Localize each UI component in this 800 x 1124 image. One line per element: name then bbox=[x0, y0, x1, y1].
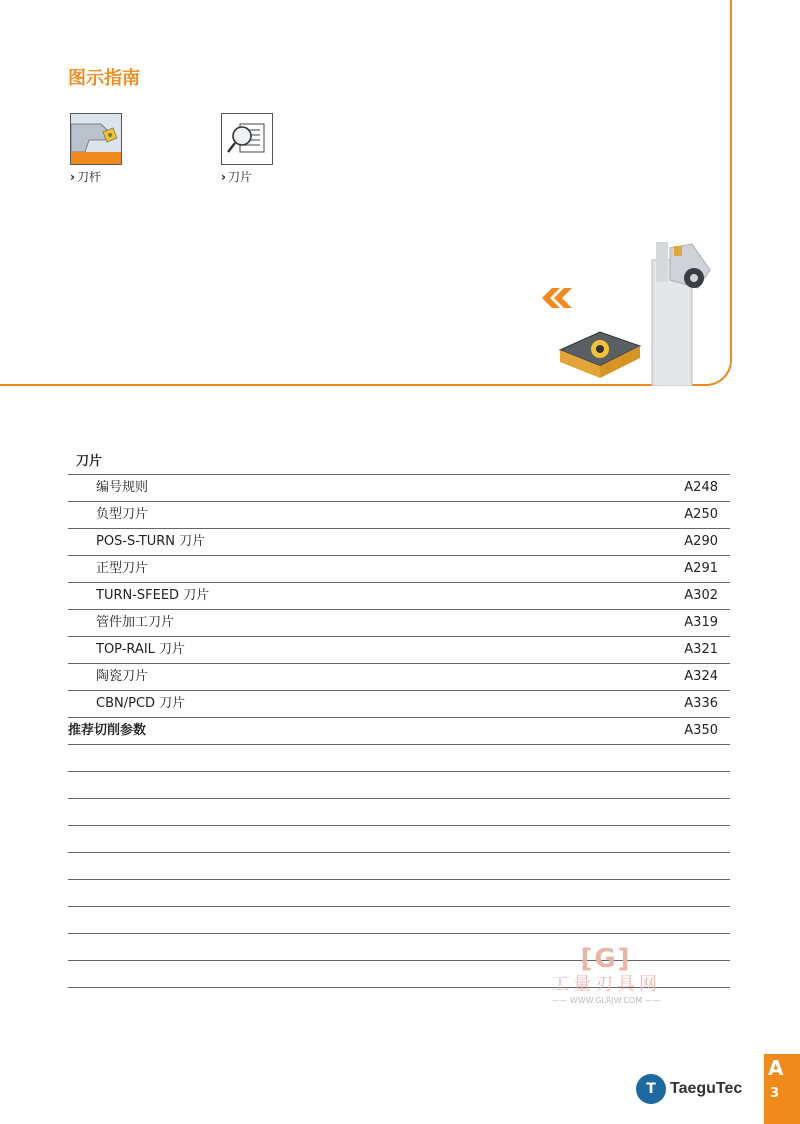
blank-line bbox=[68, 745, 730, 772]
chevron-right-icon: › bbox=[221, 170, 226, 184]
brand-logo bbox=[636, 1074, 742, 1104]
toc-row[interactable]: 陶瓷刀片 A324 bbox=[68, 664, 730, 691]
taegutec-logo-icon: T bbox=[636, 1074, 666, 1104]
watermark-name: 工量刃具网 bbox=[551, 974, 661, 995]
toc-row[interactable]: TURN-SFEED 刀片 A302 bbox=[68, 583, 730, 610]
blank-line bbox=[68, 826, 730, 853]
guide-title: 图示指南 bbox=[68, 68, 140, 89]
toolholder-icon bbox=[70, 113, 122, 165]
toc-row[interactable]: 编号规则 A248 bbox=[68, 475, 730, 502]
brand-name: TaeguTec bbox=[670, 1080, 743, 1097]
toc-row-main[interactable]: 推荐切削参数 A350 bbox=[68, 718, 730, 745]
section-title: 刀片 bbox=[68, 450, 730, 475]
toc-row[interactable]: 管件加工刀片 A319 bbox=[68, 610, 730, 637]
chevron-right-icon: › bbox=[70, 170, 75, 184]
blank-line bbox=[68, 799, 730, 826]
watermark bbox=[536, 944, 676, 1005]
toc-row[interactable]: 负型刀片 A250 bbox=[68, 502, 730, 529]
magnifier-insert-icon bbox=[221, 113, 273, 165]
turning-tool-illustration bbox=[520, 240, 730, 386]
double-chevron-left-icon bbox=[542, 288, 572, 308]
blank-line bbox=[68, 907, 730, 934]
tab-letter: A bbox=[768, 1056, 784, 1080]
page-number: 3 bbox=[770, 1086, 780, 1101]
toc-row[interactable]: POS-S-TURN 刀片 A290 bbox=[68, 529, 730, 556]
blank-line bbox=[68, 880, 730, 907]
insert-label: › 刀片 bbox=[221, 170, 252, 184]
toc-row[interactable]: TOP-RAIL 刀片 A321 bbox=[68, 637, 730, 664]
blank-line bbox=[68, 772, 730, 799]
toc-row[interactable]: CBN/PCD 刀片 A336 bbox=[68, 691, 730, 718]
toc-row[interactable]: 正型刀片 A291 bbox=[68, 556, 730, 583]
blank-line bbox=[68, 853, 730, 880]
watermark-url: —— WWW.GLRJW.COM —— bbox=[551, 996, 661, 1005]
section-tab bbox=[764, 1054, 800, 1124]
watermark-logo: [G] bbox=[580, 944, 632, 974]
toolholder-label: › 刀杆 bbox=[70, 170, 101, 184]
contents-section bbox=[68, 450, 730, 988]
